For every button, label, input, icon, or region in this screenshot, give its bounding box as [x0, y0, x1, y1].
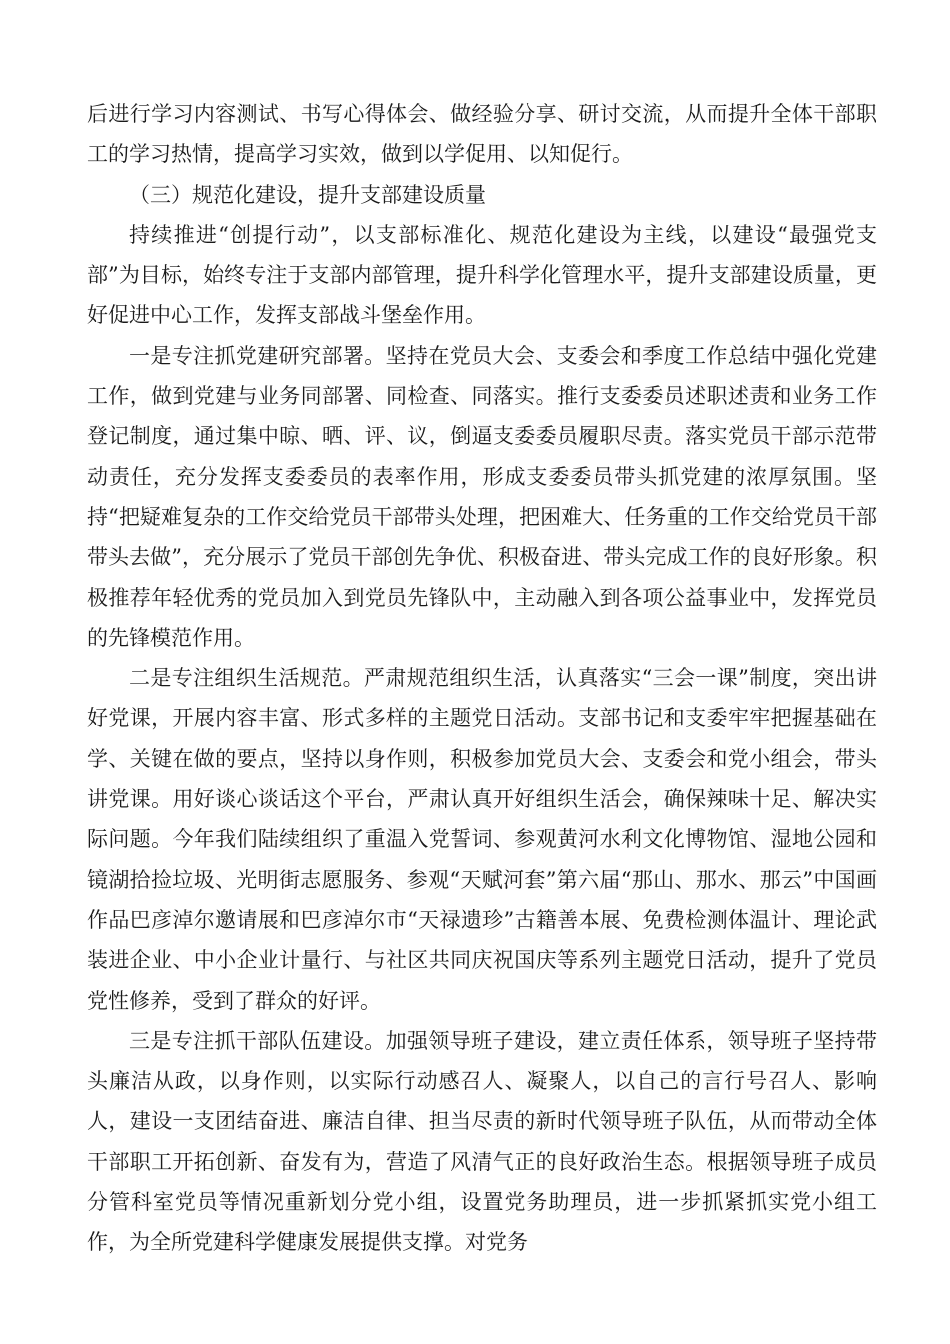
- paragraph-section-intro: 持续推进“创提行动”，以支部标准化、规范化建设为主线，以建设“最强党支部”为目标，始终专注于支部内部管理，提升科学化管理水平，提升支部建设质量，更好促进中心工作，发挥支部战斗堡垒作用。: [87, 222, 877, 328]
- paragraph-point-one: 一是专注抓党建研究部署。坚持在党员大会、支委会和季度工作总结中强化党建工作，做到党建与业务同部署、同检查、同落实。推行支委委员述职述责和业务工作登记制度，通过集中晾、晒、评、议，倒逼支委委员履职尽责。落实党员干部示范带动责任，充分发挥支委委员的表率作用，形成支委委员带头抓党建的浓厚氛围。坚持“把疑难复杂的工作交给党员干部带头处理，把困难大、任务重的工作交给党员干部带头去做”，充分展示了党员干部创先争优、积极奋进、带头完成工作的良好形象。积极推荐年轻优秀的党员加入到党员先锋队中，主动融入到各项公益事业中，发挥党员的先锋模范作用。: [87, 343, 877, 650]
- document-page: [87, 94, 877, 1263]
- paragraph-point-three: 三是专注抓干部队伍建设。加强领导班子建设，建立责任体系，领导班子坚持带头廉洁从政，以身作则，以实际行动感召人、凝聚人，以自己的言行号召人、影响人，建设一支团结奋进、廉洁自律、担当尽责的新时代领导班子队伍，从而带动全体干部职工开拓创新、奋发有为，营造了风清气正的良好政治生态。根据领导班子成员分管科室党员等情况重新划分党小组，设置党务助理员，进一步抓紧抓实党小组工作，为全所党建科学健康发展提供支撑。对党务: [87, 1028, 877, 1255]
- paragraph-continuation: 后进行学习内容测试、书写心得体会、做经验分享、研讨交流，从而提升全体干部职工的学习热情，提高学习实效，做到以学促用、以知促行。: [87, 102, 877, 167]
- section-heading: （三）规范化建设，提升支部建设质量: [129, 182, 486, 207]
- paragraph-point-two: 二是专注组织生活规范。严肃规范组织生活，认真落实“三会一课”制度，突出讲好党课，开展内容丰富、形式多样的主题党日活动。支部书记和支委牢牢把握基础在学、关键在做的要点，坚持以身作则，积极参加党员大会、支委会和党小组会，带头讲党课。用好谈心谈话这个平台，严肃认真开好组织生活会，确保辣味十足、解决实际问题。今年我们陆续组织了重温入党誓词、参观黄河水利文化博物馆、湿地公园和镜湖拾捡垃圾、光明街志愿服务、参观“天赋河套”第六届“那山、那水、那云”中国画作品巴彦淖尔邀请展和巴彦淖尔市“天禄遗珍”古籍善本展、免费检测体温计、理论武装进企业、中小企业计量行、与社区共同庆祝国庆等系列主题党日活动，提升了党员党性修养，受到了群众的好评。: [87, 666, 877, 1013]
